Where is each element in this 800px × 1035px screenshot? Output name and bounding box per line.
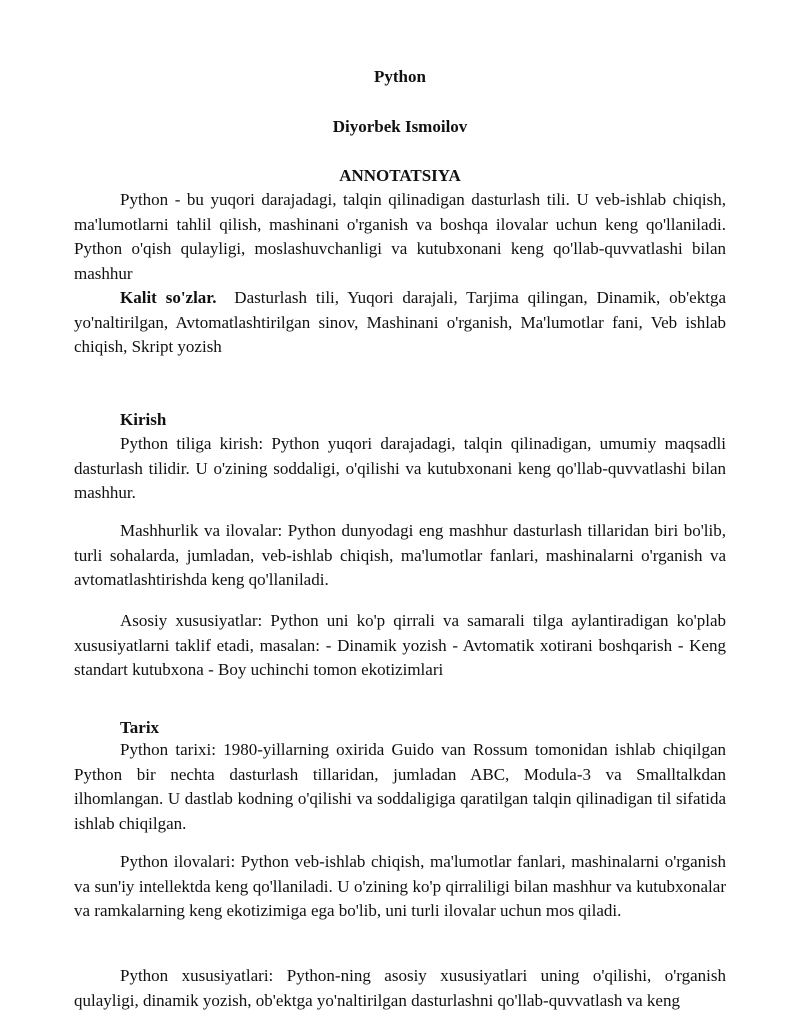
paragraph: Python tiliga kirish: Python yuqori darajadagi, talqin qilinadigan, umumiy maqsadli dasturlash tilidir. U o'zining soddaligi, o'qilishi va kutubxonani keng qo'llab-quvvatlashi bilan mashhur.: [74, 434, 726, 502]
document-title: Python: [374, 67, 426, 86]
annotation-paragraph: Python - bu yuqori darajadagi, talqin qilinadigan dasturlash tili. U veb-ishlab chiqish, ma'lumotlarni tahlil qilish, mashinani o'rganish va boshqa ilovalar uchun keng qo'llaniladi. Python o'qish qulayligi, moslashuvchanligi va kutubxonani keng qo'llab-quvvatlashi bilan mashhur: [74, 190, 726, 283]
keywords-label: Kalit so'zlar.: [120, 288, 217, 307]
paragraph: Python ilovalari: Python veb-ishlab chiqish, ma'lumotlar fanlari, mashinalarni o'rganish va sun'iy intellektda keng qo'llaniladi. U o'zining ko'p qirraliligi bilan mashhur va kutubxonalar va ramkalarning keng ekotizimiga ega bo'lib, uni turli ilovalar uchun mos qiladi.: [74, 852, 726, 920]
paragraph: Mashhurlik va ilovalar: Python dunyodagi eng mashhur dasturlash tillaridan biri bo'lib, turli sohalarda, jumladan, veb-ishlab chiqish, ma'lumotlar fanlari, mashinalarni o'rganish va avtomatlashtirishda keng qo'llaniladi.: [74, 521, 726, 589]
paragraph: Python tarixi: 1980-yillarning oxirida Guido van Rossum tomonidan ishlab chiqilgan Python bir nechta dasturlash tillaridan, jumladan ABC, Modula-3 va Smalltalkdan ilhomlangan. U dastlab kodning o'qilishi va soddaligiga qaratilgan talqin qilinadigan til sifatida ishlab chiqilgan.: [74, 740, 726, 833]
keywords-text: Dasturlash tili, Yuqori darajali, Tarjima qilingan, Dinamik, ob'ektga yo'naltirilgan, Avtomatlashtirilgan sinov, Mashinani o'rganish, Ma'lumotlar fani, Veb ishlab chiqish, Skript yozish: [74, 288, 726, 356]
paragraph: Python xususiyatlari: Python-ning asosiy xususiyatlari uning o'qilishi, o'rganish qulayligi, dinamik yozish, ob'ektga yo'naltirilgan dasturlashni qo'llab-quvvatlash va keng: [74, 966, 726, 1010]
author-name: Diyorbek Ismoilov: [332, 117, 468, 136]
keywords-paragraph: [74, 286, 726, 360]
section-heading-tarix: Tarix: [120, 718, 160, 737]
section-heading-kirish: Kirish: [120, 410, 167, 429]
annotation-heading: ANNOTATSIYA: [339, 166, 461, 185]
paragraph: Asosiy xususiyatlar: Python uni ko'p qirrali va samarali tilga aylantiradigan ko'plab xususiyatlarni taklif etadi, masalan: - Dinamik yozish - Avtomatik xotirani boshqarish - Keng standart kutubxona - Boy uchinchi tomon ekotizimlari: [74, 611, 726, 679]
